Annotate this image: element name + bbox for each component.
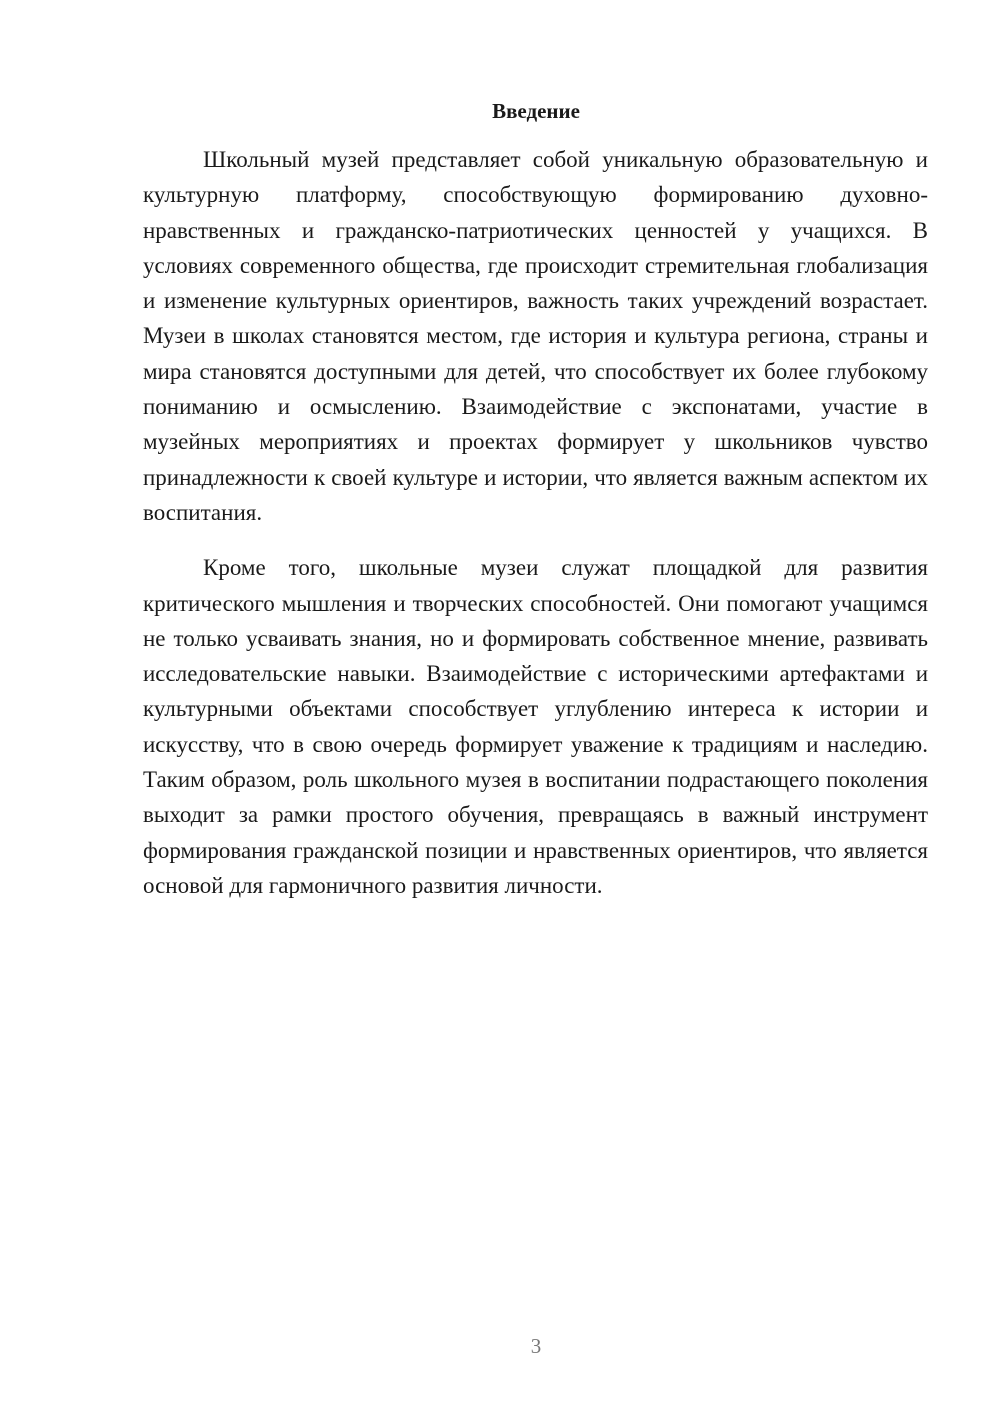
page-number: 3	[530, 1334, 542, 1358]
section-heading: Введение	[492, 99, 580, 123]
paragraph-2: Кроме того, школьные музеи служат площадкой для развития критического мышления и творческих способностей. Они помогают учащимся не только усваивать знания, но и формировать собственное мнение, развивать исследовательские навыки. Взаимодействие с историческими артефактами и культурными объектами способствует углублению интереса к истории и искусству, что в свою очередь формирует уважение к традициям и наследию. Таким образом, роль школьного музея в воспитании подрастающего поколения выходит за рамки простого обучения, превращаясь в важный инструмент формирования гражданской позиции и нравственных ориентиров, что является основой для гармоничного развития личности.	[143, 555, 928, 898]
paragraph-1: Школьный музей представляет собой уникальную образовательную и культурную платформу, способствующую формированию духовно-нравственных и гражданско-патриотических ценностей у учащихся. В условиях современного общества, где происходит стремительная глобализация и изменение культурных ориентиров, важность таких учреждений возрастает. Музеи в школах становятся местом, где история и культура региона, страны и мира становятся доступными для детей, что способствует их более глубокому пониманию и осмыслению. Взаимодействие с экспонатами, участие в музейных мероприятиях и проектах формирует у школьников чувство принадлежности к своей культуре и истории, что является важным аспектом их воспитания.	[143, 147, 928, 525]
body-text	[143, 142, 928, 903]
